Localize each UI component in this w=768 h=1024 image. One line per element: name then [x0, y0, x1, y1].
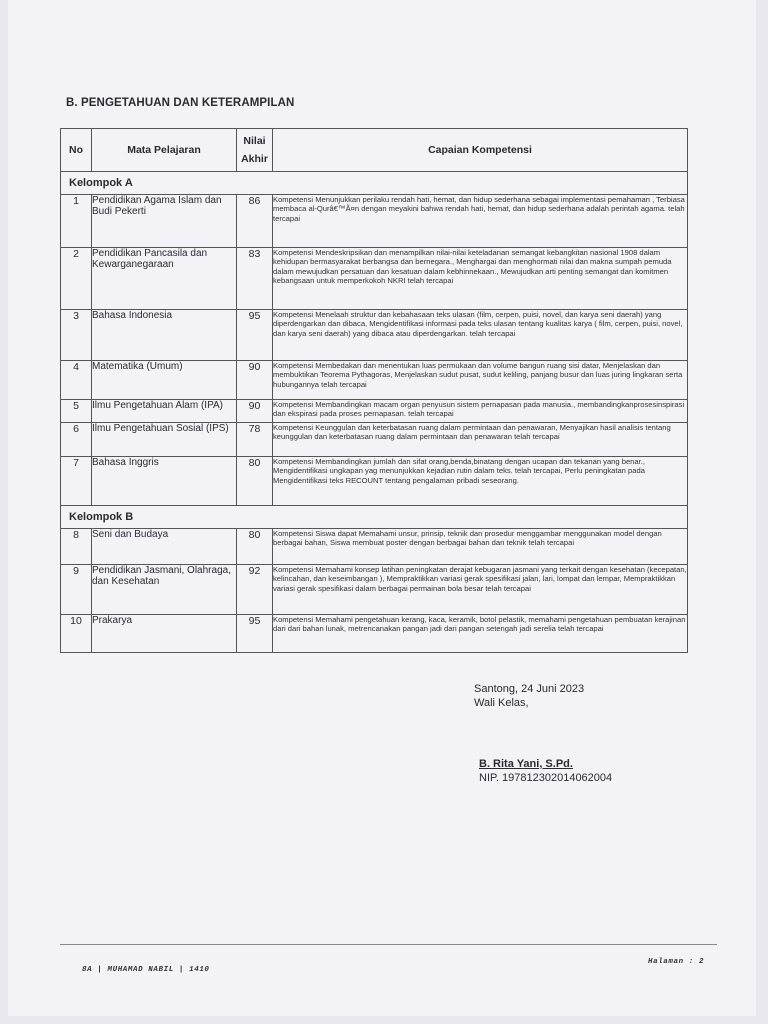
signature-nip: NIP. 197812302014062004 — [479, 772, 613, 784]
table-row — [61, 310, 688, 361]
row-subject: Pendidikan Pancasila dan Kewarganegaraan — [92, 248, 237, 310]
header-no: No — [61, 129, 92, 172]
row-competency: Kompetensi Keunggulan dan keterbatasan ruang dalam permintaan dan penawaran, Menyajikan hasil analisis tentang keunggulan dan keterbatasan ruang dalam permintaan dan penawaran telah tercapai — [273, 423, 688, 457]
row-no: 1 — [61, 195, 92, 248]
row-subject: Ilmu Pengetahuan Sosial (IPS) — [92, 423, 237, 457]
group-b-row — [61, 506, 688, 529]
footer-divider — [60, 944, 717, 945]
footer-student-info: 8A | MUHAMAD NABIL | 1410 — [82, 966, 210, 974]
group-b-label: Kelompok B — [61, 506, 688, 529]
row-no: 10 — [61, 615, 92, 653]
row-subject: Bahasa Indonesia — [92, 310, 237, 361]
row-subject: Ilmu Pengetahuan Alam (IPA) — [92, 400, 237, 423]
row-score: 95 — [237, 615, 273, 653]
row-no: 6 — [61, 423, 92, 457]
signature-name: B. Rita Yani, S.Pd. — [479, 758, 573, 770]
signature-block — [474, 682, 584, 710]
row-no: 3 — [61, 310, 92, 361]
row-no: 9 — [61, 565, 92, 615]
header-competency: Capaian Kompetensi — [273, 129, 688, 172]
row-no: 4 — [61, 361, 92, 400]
group-a-row — [61, 172, 688, 195]
table-row — [61, 248, 688, 310]
header-score-line2: Akhir — [241, 153, 268, 165]
row-subject: Prakarya — [92, 615, 237, 653]
row-competency: Kompetensi Membandingkan jumlah dan sifat orang,benda,binatang dengan ucapan dan tekanan yang benar., Mengidentifikasi ungkapan yag menunjukkan kejadian rutin dalam teks. telah tercapai, Perlu peningkatan pada Mengidentifikasi teks RECOUNT tentang pengalaman pribadi seseorang. — [273, 457, 688, 506]
grades-table — [60, 128, 688, 653]
section-title: B. PENGETAHUAN DAN KETERAMPILAN — [66, 97, 295, 109]
row-score: 90 — [237, 400, 273, 423]
row-no: 2 — [61, 248, 92, 310]
row-score: 86 — [237, 195, 273, 248]
signature-place-date: Santong, 24 Juni 2023 — [474, 683, 585, 695]
table-row — [61, 529, 688, 565]
row-score: 95 — [237, 310, 273, 361]
header-score — [237, 129, 273, 172]
table-row — [61, 400, 688, 423]
row-subject: Pendidikan Jasmani, Olahraga, dan Kesehatan — [92, 565, 237, 615]
group-a-label: Kelompok A — [61, 172, 688, 195]
table-row — [61, 361, 688, 400]
table-row — [61, 615, 688, 653]
row-competency: Kompetensi Memahami pengetahuan kerang, kaca, keramik, botol pelastik, memahami pengetahuan pembuatan kerajinan dari dari bahan lunak, metrencanakan pangan jadi dari pangan setengah jadi serelia telah tercapai — [273, 615, 688, 653]
row-score: 80 — [237, 529, 273, 565]
row-score: 80 — [237, 457, 273, 506]
table-row — [61, 565, 688, 615]
row-score: 90 — [237, 361, 273, 400]
row-no: 7 — [61, 457, 92, 506]
row-subject: Pendidikan Agama Islam dan Budi Pekerti — [92, 195, 237, 248]
row-competency: Kompetensi Memahami konsep latihan peningkatan derajat kebugaran jasmani yang terkait dengan kesehatan (kecepatan, kelincahan, dan keseimbangan ), Mempraktikkan variasi gerak spesifikasi jalan, lari, lompat dan lempar, Mempraktikkan variasi gerak spesifikasi dalam berbagai permainan bola besar telah tercapai — [273, 565, 688, 615]
row-score: 92 — [237, 565, 273, 615]
row-score: 83 — [237, 248, 273, 310]
header-subject: Mata Pelajaran — [92, 129, 237, 172]
row-score: 78 — [237, 423, 273, 457]
table-header-row — [61, 129, 688, 172]
row-subject: Seni dan Budaya — [92, 529, 237, 565]
row-subject: Bahasa Inggris — [92, 457, 237, 506]
row-competency: Kompetensi Mendeskripsikan dan menampilkan nilai-nilai keteladanan semangat kebangkitan nasional 1908 dalam kehidupan bermasyarakat berbangsa dan bernegara., Menghargai dan menghormati nilai dan makna sumpah pemuda dalam mewujudkan persatuan dan kesatuan dalam kebhinnekaan., Mewujudkan arti penting semangat dan komitmen kebangsaan untuk memperkokoh NKRI telah tercapai — [273, 248, 688, 310]
row-no: 5 — [61, 400, 92, 423]
row-no: 8 — [61, 529, 92, 565]
row-competency: Kompetensi Siswa dapat Memahami unsur, prinsip, teknik dan prosedur menggambar menggunakan model dengan berbagai bahan, Siswa membuat poster dengan berbagai bahan dan teknik telah tercapai — [273, 529, 688, 565]
table-row — [61, 195, 688, 248]
header-score-line1: Nilai — [243, 135, 266, 147]
signature-role: Wali Kelas, — [474, 697, 529, 709]
table-row — [61, 457, 688, 506]
row-competency: Kompetensi Menelaah struktur dan kebahasaan teks ulasan (film, cerpen, puisi, novel, dan karya seni daerah) yang diperdengarkan dan dibaca, Mengidentifikasi informasi pada teks ulasan tentang kualitas karya ( film, cerpen, puisi, novel, dan karya seni daerah) yang dibaca atau diperdengarkan. telah tercapai — [273, 310, 688, 361]
table-row — [61, 423, 688, 457]
footer-page-number: Halaman : 2 — [648, 958, 705, 966]
row-subject: Matematika (Umum) — [92, 361, 237, 400]
row-competency: Kompetensi Membandingkan macam organ penyusun sistem pernapasan pada manusia., membandingkanprosesinspirasi dan ekspirasi pada proses pernapasan. telah tercapai — [273, 400, 688, 423]
row-competency: Kompetensi Menunjukkan perilaku rendah hati, hemat, dan hidup sederhana sebagai implementasi pemahaman , Terbiasa membaca al-Qurâ€™Ã¤n dengan meyakini bahwa rendah hati, hemat, dan hidup sederhana adalah perintah agama. telah tercapai — [273, 195, 688, 248]
row-competency: Kompetensi Membedakan dan menentukan luas permukaan dan volume bangun ruang sisi datar, Menjelaskan dan membuktikan Teorema Pythagoras, Menjelaskan sudut pusat, sudut keliling, panjang busur dan luas juring lingkaran serta hubungannya telah tercapai — [273, 361, 688, 400]
